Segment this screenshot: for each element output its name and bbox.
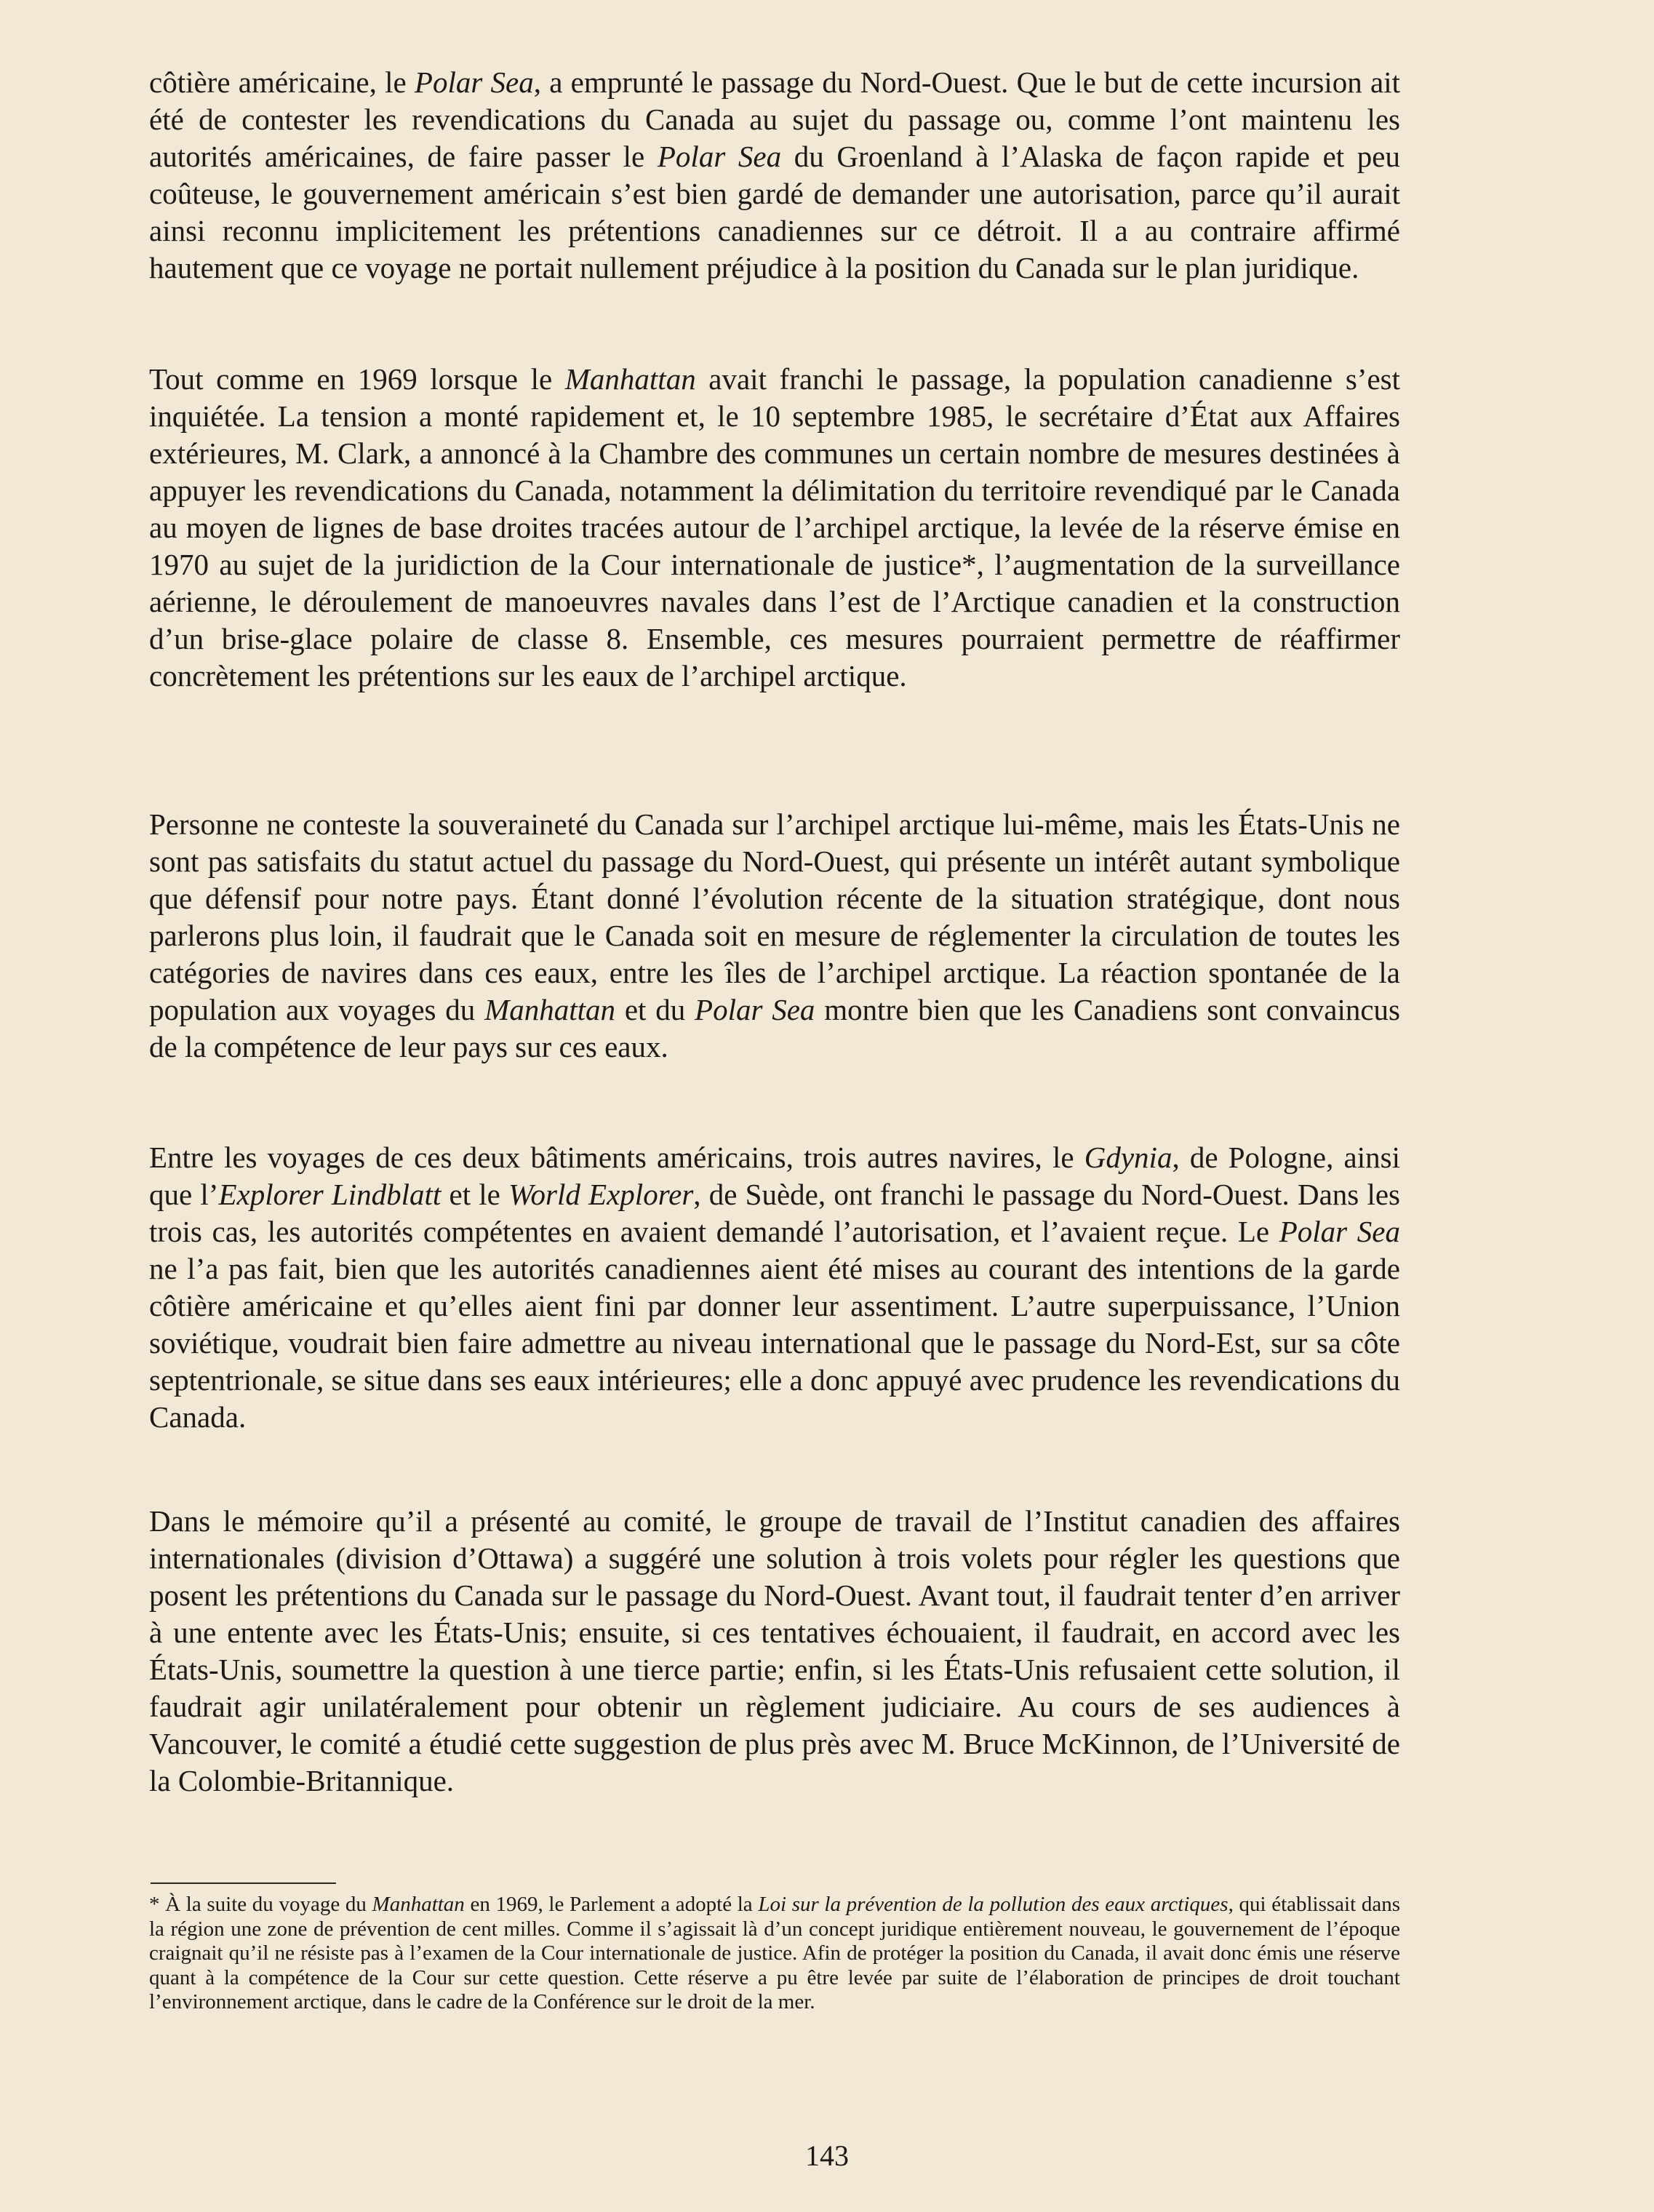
footnote-text: en 1969, le Parlement a adopté la: [464, 1893, 759, 1916]
paragraph-1: [149, 64, 1400, 287]
paragraph-text: , de Pologne, ainsi que l’: [149, 1141, 1400, 1211]
paragraph-italic-title: Manhattan: [484, 993, 616, 1026]
footnote: [149, 1893, 1400, 2015]
paragraph-text: côtière américaine, le: [149, 65, 415, 99]
paragraph-2: [149, 361, 1400, 695]
paragraph-italic-title: World Explorer: [508, 1178, 694, 1211]
paragraph-text: Entre les voyages de ces deux bâtiments américains, trois autres navires, le: [149, 1141, 1084, 1174]
paragraph-italic-title: Manhattan: [564, 362, 696, 396]
paragraph-text: montre bien que les Canadiens sont convaincus de la compétence de leur pays sur ces eaux.: [149, 993, 1401, 1063]
paragraph-italic-title: Polar Sea: [414, 65, 534, 99]
page-number: 143: [805, 2139, 849, 2172]
paragraph-italic-title: Polar Sea: [657, 140, 782, 173]
paragraph-text: Tout comme en 1969 lorsque le: [149, 362, 565, 396]
paragraph-text: du Groenland à l’Alaska de façon rapide et peu coûteuse, le gouvernement américain s’est bien gardé de demander une autorisation, parce qu’il aurait ainsi reconnu implicitement les prétentions canadiennes sur ce détroit. Il a au contraire affirmé hautement que ce voyage ne portait nullement préjudice à la position du Canada sur le plan juridique.: [149, 140, 1400, 284]
paragraph-italic-title: Gdynia: [1084, 1141, 1172, 1174]
paragraph-text: et du: [615, 993, 695, 1026]
paragraph-text: Personne ne conteste la souveraineté du Canada sur l’archipel arctique lui-même, mais les États-Unis ne sont pas satisfaits du statut actuel du passage du Nord-Ouest, qui présente un intérêt autant symbolique que défensif pour notre pays. Étant donné l’évolution récente de la situation stratégique, dont nous parlerons plus loin, il faudrait que le Canada soit en mesure de réglementer la circulation de toutes les catégories de navires dans ces eaux, entre les îles de l’archipel arctique. La réaction spontanée de la population aux voyages du: [149, 807, 1400, 1026]
paragraph-text: , a emprunté le passage du Nord-Ouest. Que le but de cette incursion ait été de contester les revendications du Canada au sujet du passage ou, comme l’ont maintenu les autorités américaines, de faire passer le: [149, 65, 1401, 173]
paragraph-3: [149, 806, 1400, 1066]
paragraph-text: avait franchi le passage, la population canadienne s’est inquiétée. La tension a monté rapidement et, le 10 septembre 1985, le secrétaire d’État aux Affaires extérieures, M. Clark, a annoncé à la Chambre des communes un certain nombre de mesures destinées à appuyer les revendications du Canada, notamment la délimitation du territoire revendiqué par le Canada au moyen de lignes de base droites tracées autour de l’archipel arctique, la levée de la réserve émise en 1970 au sujet de la juridiction de la Cour internationale de justice*, l’augmentation de la surveillance aérienne, le déroulement de manoeuvres navales dans l’est de l’Arctique canadien et la construction d’un brise-glace polaire de classe 8. Ensemble, ces mesures pourraient permettre de réaffirmer concrètement les prétentions sur les eaux de l’archipel arctique.: [149, 362, 1400, 692]
footnote-italic-title: Manhattan: [372, 1893, 465, 1916]
paragraph-5: [149, 1503, 1400, 1800]
footnote-rule: [151, 1882, 336, 1884]
footnote-italic-title: Loi sur la prévention de la pollution des eaux arctiques: [758, 1893, 1228, 1916]
paragraph-italic-title: Explorer Lindblatt: [218, 1178, 442, 1211]
paragraph-text: Dans le mémoire qu’il a présenté au comité, le groupe de travail de l’Institut canadien des affaires internationales (division d’Ottawa) a suggéré une solution à trois volets pour régler les questions que posent les prétentions du Canada sur le passage du Nord-Ouest. Avant tout, il faudrait tenter d’en arriver à une entente avec les États-Unis; ensuite, si ces tentatives échouaient, il faudrait, en accord avec les États-Unis, soumettre la question à une tierce partie; enfin, si les États-Unis refusaient cette solution, il faudrait agir unilatéralement pour obtenir un règlement judiciaire. Au cours de ses audiences à Vancouver, le comité a étudié cette suggestion de plus près avec M. Bruce McKinnon, de l’Université de la Colombie-Britannique.: [149, 1504, 1400, 1797]
footnote-text: , qui établissait dans la région une zone de prévention de cent milles. Comme il s’agissait là d’un concept juridique entièrement nouveau, le gouvernement de l’époque craignait qu’il ne résiste pas à l’examen de la Cour internationale de justice. Afin de protéger la position du Canada, il avait donc émis une réserve quant à la compétence de la Cour sur cette question. Cette réserve a pu être levée par suite de l’élaboration de principes de droit touchant l’environnement arctique, dans le cadre de la Conférence sur le droit de la mer.: [149, 1893, 1400, 2013]
paragraph-4: [149, 1139, 1400, 1436]
paragraph-text: et le: [441, 1178, 509, 1211]
footnote-text: * À la suite du voyage du: [149, 1893, 372, 1916]
paragraph-text: , de Suède, ont franchi le passage du Nord-Ouest. Dans les trois cas, les autorités compétentes en avaient demandé l’autorisation, et l’avaient reçue. Le: [149, 1178, 1400, 1248]
paragraph-text: ne l’a pas fait, bien que les autorités canadiennes aient été mises au courant des intentions de la garde côtière américaine et qu’elles aient fini par donner leur assentiment. L’autre superpuissance, l’Union soviétique, voudrait bien faire admettre au niveau international que le passage du Nord-Est, sur sa côte septentrionale, se situe dans ses eaux intérieures; elle a donc appuyé avec prudence les revendications du Canada.: [149, 1252, 1400, 1434]
paragraph-italic-title: Polar Sea: [695, 993, 815, 1026]
paragraph-italic-title: Polar Sea: [1279, 1215, 1400, 1248]
